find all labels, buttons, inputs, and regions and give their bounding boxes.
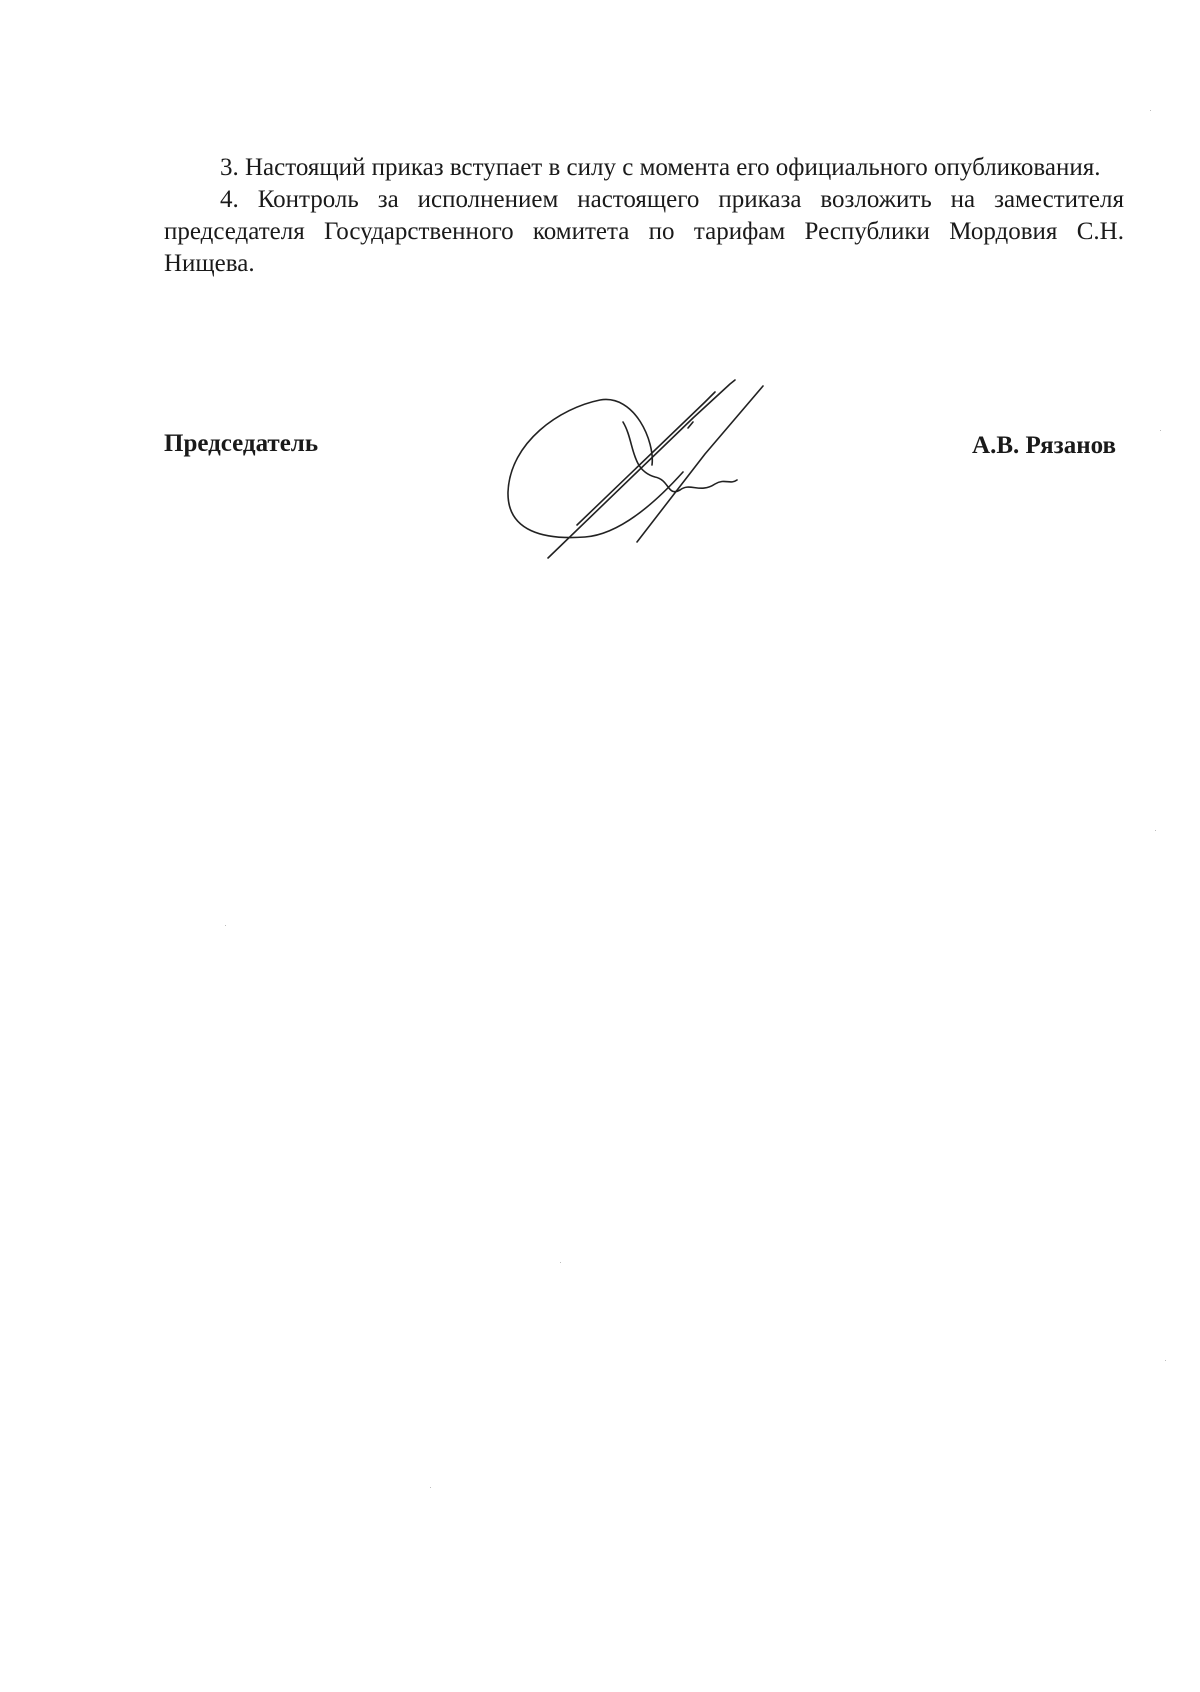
- signatory-title: Председатель: [164, 430, 319, 457]
- scan-speckle: [1150, 110, 1151, 111]
- scan-speckle: [225, 925, 226, 926]
- paragraph-4: 4. Контроль за исполнением настоящего приказа возложить на заместителя председателя Государственного комитета по тарифам Республики Мордовия С.Н. Нищева.: [164, 186, 1124, 277]
- scan-speckle: [1155, 830, 1156, 831]
- scan-speckle: [1165, 1360, 1166, 1361]
- paragraph-3: 3. Настоящий приказ вступает в силу с момента его официального опубликования.: [220, 154, 1101, 181]
- scan-speckle: [1160, 430, 1161, 431]
- signatory-name: А.В. Рязанов: [972, 432, 1116, 459]
- scan-speckle: [430, 1487, 431, 1488]
- document-body: [164, 152, 1124, 280]
- handwritten-signature: [505, 372, 815, 572]
- scan-speckle: [560, 1262, 561, 1263]
